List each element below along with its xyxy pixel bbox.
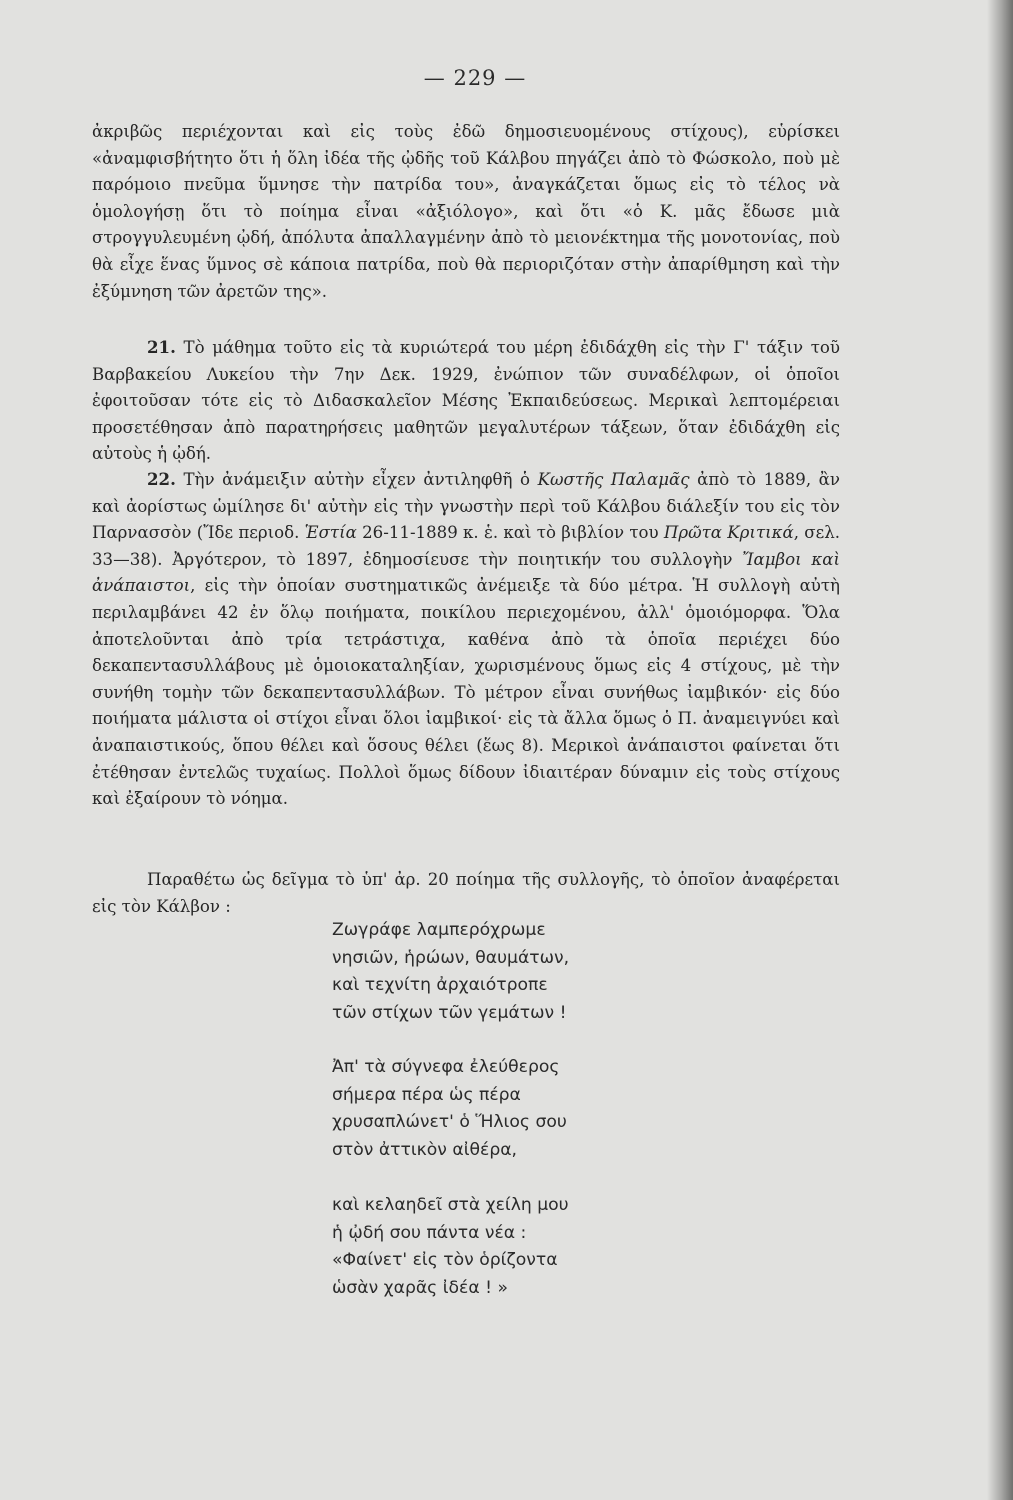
book-title: Πρῶτα Κριτικά xyxy=(663,523,794,543)
poem-line: καὶ τεχνίτη ἀρχαιότροπε xyxy=(332,975,548,996)
note-22-text-3: 26-11-1889 κ. ἑ. καὶ τὸ βιβλίον του xyxy=(356,523,664,543)
poem-stanza-3 xyxy=(332,1192,762,1302)
poem-stanza-2 xyxy=(332,1054,762,1164)
note-22 xyxy=(92,466,840,813)
note-21-number: 21. xyxy=(147,337,176,357)
poem-line: νησιῶν, ἡρώων, θαυμάτων, xyxy=(332,947,570,968)
poem-line: ὡσὰν χαρᾶς ἰδέα ! » xyxy=(332,1277,509,1298)
poem-line: Ἀπ' τὰ σύγνεφα ἐλεύθερος xyxy=(332,1057,560,1077)
note-22-text-2: ἀπὸ τὸ 1889, ἂν καὶ ἀορίστως ὡμίλησε δι' αὐτὴν εἰς τὴν γνωστὴν περὶ τοῦ Κάλβου διάλεξίν του εἰς τὸν Παρνασσὸν (Ἴδε περιοδ. xyxy=(92,470,840,543)
poem-line: σήμερα πέρα ὡς πέρα xyxy=(332,1084,521,1105)
poem-line: χρυσαπλώνετ' ὁ Ἥλιος σου xyxy=(332,1112,567,1133)
poem-intro xyxy=(92,867,840,920)
poem-line: καὶ κελαηδεῖ στὰ χείλη μου xyxy=(332,1195,569,1215)
note-22-text-5: , εἰς τὴν ὁποίαν συστηματικῶς ἀνέμειξε τὰ δύο μέτρα. Ἡ συλλογὴ αὐτὴ περιλαμβάνει 42 ἐν ὅλῳ ποιήματα, ποικίλου περιεχομένου, ἀλλ' ὁμοιόμορφα. Ὅλα ἀποτελοῦνται ἀπὸ τρία τετράστιχα, καθένα ἀπὸ τὰ ὁποῖα περιέχει δύο δεκαπεντασυλλάβους μὲ ὁμοιοκαταληξίαν, χωρισμένους ὅμως εἰς 4 στίχους, μὲ τὴν συνήθη τομὴν τῶν δεκαπεντασυλλάβων. Τὸ μέτρον εἶναι συνήθως ἰαμβικόν· εἰς δύο ποιήματα μάλιστα οἱ στίχοι εἶναι ὅλοι ἰαμβικοί· εἰς τὰ ἄλλα ὅμως ὁ Π. ἀναμειγνύει καὶ ἀναπαιστικούς, ὅπου θέλει καὶ ὅσους θέλει (ἕως 8). Μερικοὶ ἀνάπαιστοι φαίνεται ὅτι ἐτέθησαν ἐντελῶς τυχαίως. Πολλοὶ ὅμως δίδουν ἰδιαιτέραν δύναμιν εἰς τοὺς στίχους καὶ ἐξαίρουν τὸ νόημα. xyxy=(92,576,840,809)
note-21-paragraph xyxy=(92,334,840,468)
note-22-text-4: , σελ. 33—38). Ἀργότερον, τὸ 1897, ἐδημοσίευσε τὴν ποιητικήν του συλλογὴν xyxy=(92,523,840,569)
collection-title: Ἴαμβοι καὶ ἀνάπαιστοι xyxy=(92,549,841,596)
author-name: Κωστῆς Παλαμᾶς xyxy=(537,470,690,489)
page-edge-shadow xyxy=(987,0,1013,1500)
poem-intro-paragraph: Παραθέτω ὡς δεῖγμα τὸ ὑπ' ἀρ. 20 ποίημα τῆς συλλογῆς, τὸ ὁποῖον ἀναφέρεται εἰς τὸν Κάλβον : xyxy=(92,870,840,916)
poem-line: ἡ ᾠδή σου πάντα νέα : xyxy=(332,1222,527,1243)
quote-continuation xyxy=(92,119,840,305)
note-21 xyxy=(92,334,840,468)
note-22-paragraph xyxy=(92,466,840,813)
poem-stanza-1 xyxy=(332,917,762,1027)
page-number: — 229 — xyxy=(423,66,527,90)
note-22-text-1: Τὴν ἀνάμειξιν αὐτὴν εἶχεν ἀντιληφθῆ ὁ xyxy=(183,470,538,489)
quote-paragraph: ἀκριβῶς περιέχονται καὶ εἰς τοὺς ἐδῶ δημοσιευομένους στίχους), εὑρίσκει «ἀναμφισβήτητο ὅτι ἡ ὅλη ἰδέα τῆς ᾠδῆς τοῦ Κάλβου πηγάζει ἀπὸ τὸ Φώσκολο, ποὺ μὲ παρόμοιο πνεῦμα ὕμνησε τὴν πατρίδα του», ἀναγκάζεται ὅμως εἰς τὸ τέλος νὰ ὁμολογήσῃ ὅτι τὸ ποίημα εἶναι «ἀξιόλογο», καὶ ὅτι «ὁ Κ. μᾶς ἔδωσε μιὰ στρογγυλευμένη ᾠδή, ἀπόλυτα ἀπαλλαγμένην ἀπὸ τὸ μειονέκτημα τῆς μονοτονίας, ποὺ θὰ εἶχε ἕνας ὕμνος σὲ κάποια πατρίδα, ποὺ θὰ περιοριζόταν στὴν ἀπαρίθμηση καὶ τὴν ἐξύμνηση τῶν ἀρετῶν της». xyxy=(92,122,840,301)
poem-line: Ζωγράφε λαμπερόχρωμε xyxy=(332,920,546,940)
periodical-name: Ἑστία xyxy=(304,523,357,543)
poem-line: στὸν ἀττικὸν αἰθέρα, xyxy=(332,1139,518,1160)
note-21-text: Τὸ μάθημα τοῦτο εἰς τὰ κυριώτερά του μέρη ἐδιδάχθη εἰς τὴν Γ' τάξιν τοῦ Βαρβακείου Λυκείου τὴν 7ην Δεκ. 1929, ἐνώπιον τῶν συναδέλφων, οἱ ὁποῖοι ἐφοιτοῦσαν τότε εἰς τὸ Διδασκαλεῖον Μέσης Ἐκπαιδεύσεως. Μερικαὶ λεπτομέρειαι προσετέθησαν ἀπὸ παρατηρήσεις μαθητῶν μεγαλυτέρων τάξεων, ὅταν ἐδιδάχθη εἰς αὐτοὺς ἡ ᾠδή. xyxy=(92,338,841,464)
note-22-number: 22. xyxy=(147,469,176,489)
poem-line: τῶν στίχων τῶν γεμάτων ! xyxy=(332,1002,567,1023)
poem-line: «Φαίνετ' εἰς τὸν ὁρίζοντα xyxy=(332,1250,558,1271)
